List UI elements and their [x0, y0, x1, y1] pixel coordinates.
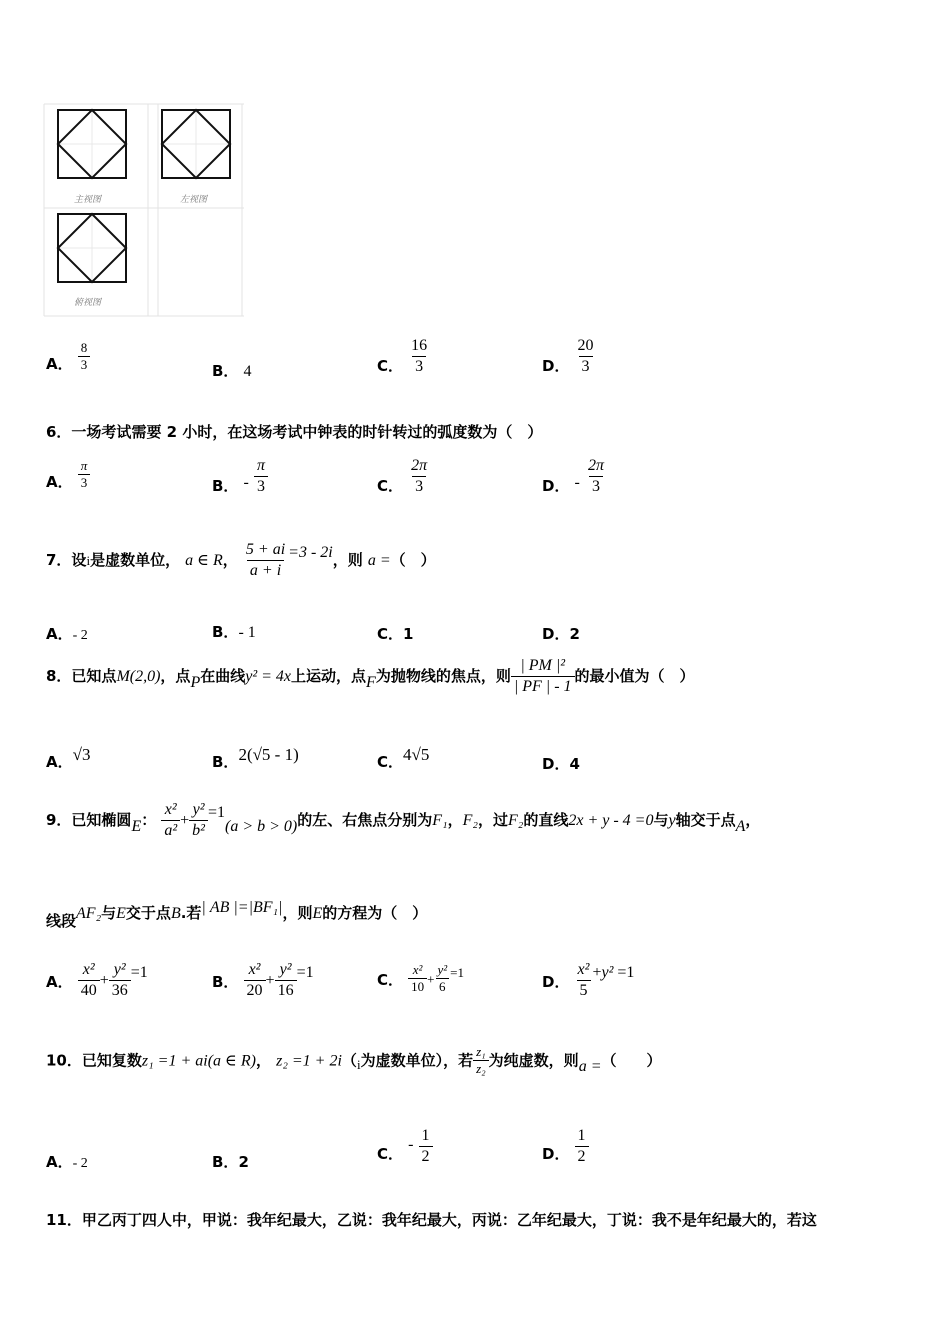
q6-option-b: B． - $\frac{\pi}{3}$ — [212, 456, 268, 497]
side-view-caption: 左视图 — [180, 195, 208, 205]
q9-stem-line1: 9．已知椭圆E： $\frac{\text{x²}}{\text{a²}}$ + $\frac{\text{y²}}{\text{b²}}$ =1(a > b > 0)的左、右焦点分别为F₁，F₂，过F₂的直线2x + y - 4 =0与y轴交于点A， — [46, 801, 761, 839]
q7-stem: 7．设i是虚数单位， a ∈ R， $\frac{5 + ai}{a + i}$ =3 - 2i，则 a =（ ） — [46, 541, 436, 579]
three-view-figure — [40, 100, 245, 320]
q8-option-d: D．4 — [542, 755, 580, 773]
q6-option-a: A． $\frac{\pi}{3}$ — [46, 458, 90, 492]
q5-option-c: C． $\frac{16}{3}$ — [377, 336, 430, 377]
q6-option-c: C． $\frac{2\pi}{3}$ — [377, 457, 428, 495]
q9-option-b: B． $\frac{\text{x²}}{20}$ + $\frac{\text{y²}}{16}$ =1 — [212, 961, 314, 999]
q10-stem: 10．已知复数z₁ =1 + ai(a ∈ R)， $z_2 =1 + 2i(_i$为虚数单位），若 $\frac{\text{z₁}}{\text{z₂}}$ 为纯虚数，则a =（ ） — [46, 1044, 662, 1077]
q7-option-a: A．- 2 — [46, 625, 88, 643]
fraction: $\frac{20}{3}$ — [577, 337, 594, 375]
q5-option-b: B． 4 — [212, 362, 252, 380]
q10-option-a: A．- 2 — [46, 1153, 88, 1171]
three-view-drawing — [40, 100, 245, 320]
q10-option-c: C． - $\frac{1}{2}$ — [377, 1126, 433, 1167]
q9-option-d: D． $\frac{\text{x²}}{5}$ +y² =1 — [542, 961, 635, 999]
q10-option-d: D． $\frac{1}{2}$ — [542, 1126, 589, 1167]
q7-option-c: C．1 — [377, 625, 414, 643]
q9-option-c: C． $\frac{\text{x²}}{10}$ + $\frac{\text{y²}}{6}$ $^{=1}$ — [377, 962, 464, 995]
q10-option-b: B．2 — [212, 1153, 249, 1171]
q8-option-b: B．2(√5 - 1) — [212, 745, 299, 771]
top-view-caption: 俯视图 — [74, 298, 102, 308]
front-view-caption: 主视图 — [74, 195, 102, 205]
q6-stem: 6．一场考试需要 2 小时，在这场考试中钟表的时针转过的弧度数为（ ） — [46, 423, 543, 441]
q7-option-b: B．- 1 — [212, 623, 256, 641]
q5-option-d: D． $\frac{20}{3}$ — [542, 336, 597, 377]
q8-option-c: C．4√5 — [377, 745, 430, 771]
q7-option-d: D．2 — [542, 625, 580, 643]
q9-stem-line2: 线段AF₂与E交于点B.若| AB |=|BF₁|，则E的方程为（ ） — [46, 899, 428, 930]
q8-stem: 8．已知点M(2,0)，点P在曲线y² = 4x上运动，点F为抛物线的焦点，则 $\frac{\text{| PM |²}}{| PF | - 1}$ 的最小值为（ ） — [46, 657, 695, 695]
q11-stem: 11．甲乙丙丁四人中，甲说：我年纪最大，乙说：我年纪最大，丙说：乙年纪最大，丁说：我不是年纪最大的，若这 — [46, 1211, 817, 1229]
fraction: $\frac{16}{3}$ — [411, 337, 428, 375]
q8-option-a: A．√3 — [46, 745, 91, 771]
q9-option-a: A． $\frac{\text{x²}}{40}$ + $\frac{\text{y²}}{36}$ =1 — [46, 961, 148, 999]
q6-option-d: D． - $\frac{2\pi}{3}$ — [542, 457, 604, 495]
fraction: $\frac{8}{3}$ — [78, 340, 91, 374]
q5-option-a: A． $\frac{8}{3}$ — [46, 340, 90, 374]
